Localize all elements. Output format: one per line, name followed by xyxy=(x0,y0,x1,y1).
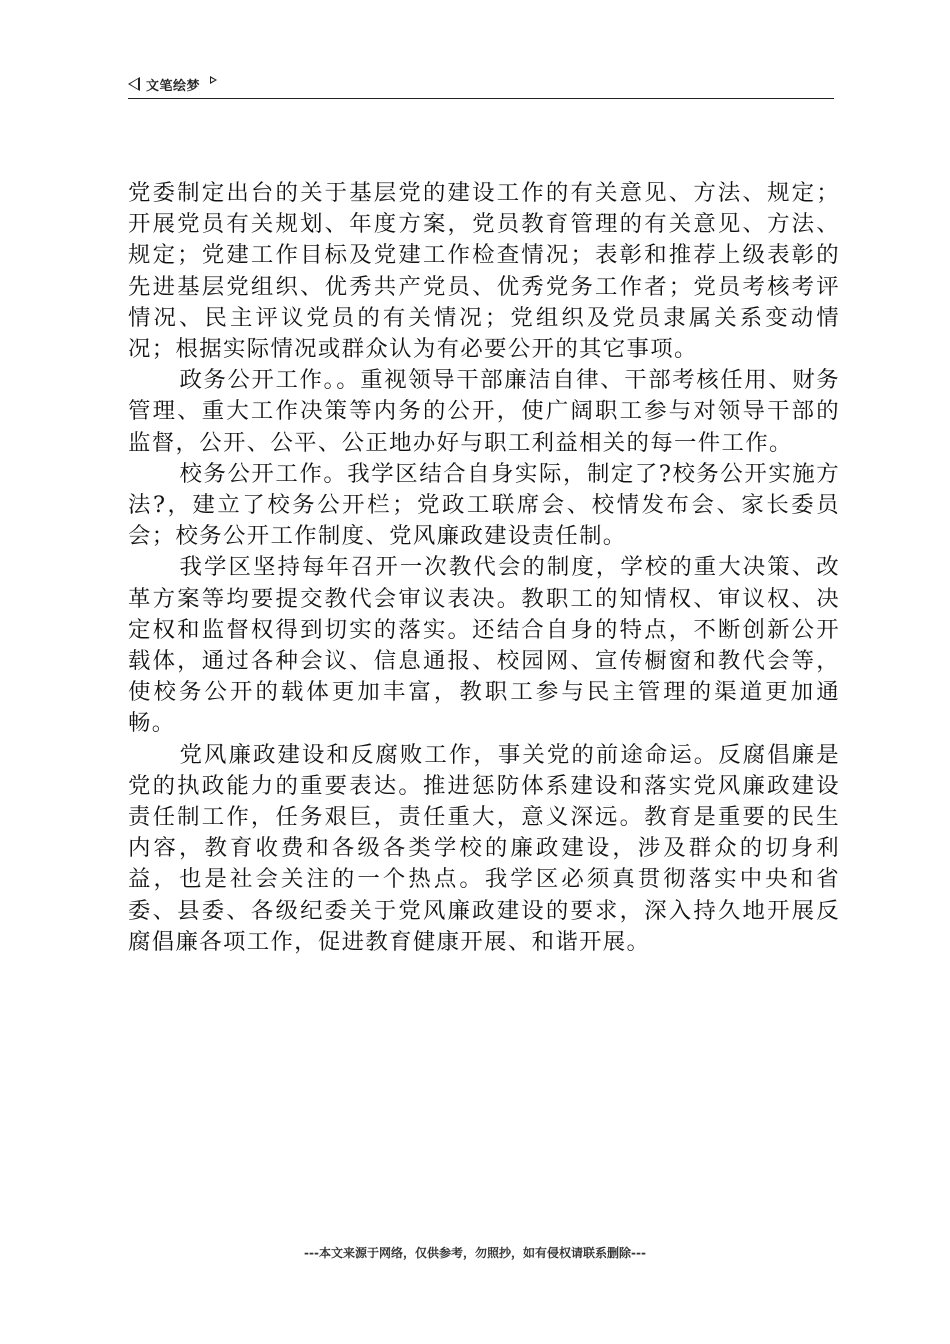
paragraph-5: 党风廉政建设和反腐败工作，事关党的前途命运。反腐倡廉是党的执政能力的重要表达。推进惩防体系建设和落实党风廉政建设责任制工作，任务艰巨，责任重大，意义深远。教育是重要的民生内容，教育收费和各级各类学校的廉政建设，涉及群众的切身利益，也是社会关注的一个热点。我学区必须真贯彻落实中央和省委、县委、各级纪委关于党风廉政建设的要求，深入持久地开展反腐倡廉各项工作，促进教育健康开展、和谐开展。 xyxy=(128,741,840,955)
paragraph-3: 校务公开工作。我学区结合自身实际，制定了?校务公开实施方法?，建立了校务公开栏；党政工联席会、校情发布会、家长委员会；校务公开工作制度、党风廉政建设责任制。 xyxy=(128,460,840,550)
triangle-left-outline-icon xyxy=(128,77,140,91)
paragraph-4: 我学区坚持每年召开一次教代会的制度，学校的重大决策、改革方案等均要提交教代会审议表决。教职工的知情权、审议权、决定权和监督权得到切实的落实。还结合自身的特点，不断创新公开载体，通过各种会议、信息通报、校园网、宣传橱窗和教代会等，使校务公开的载体更加丰富，教职工参与民主管理的渠道更加通畅。 xyxy=(128,554,840,737)
header-brand xyxy=(128,74,217,94)
page-header xyxy=(128,74,834,99)
paragraph-2: 政务公开工作。。重视领导干部廉洁自律、干部考核任用、财务管理、重大工作决策等内务的公开，使广阔职工参与对领导干部的监督，公开、公平、公正地办好与职工利益相关的每一件工作。 xyxy=(128,367,840,456)
paragraph-1: 党委制定出台的关于基层党的建设工作的有关意见、方法、规定；开展党员有关规划、年度方案，党员教育管理的有关意见、方法、规定；党建工作目标及党建工作检查情况；表彰和推荐上级表彰的先进基层党组织、优秀共产党员、优秀党务工作者；党员考核考评情况、民主评议党员的有关情况；党组织及党员隶属关系变动情况；根据实际情况或群众认为有必要公开的其它事项。 xyxy=(128,180,840,363)
triangle-right-outline-icon xyxy=(210,76,217,84)
header-title: 文笔绘梦 xyxy=(146,78,201,94)
page-footer-disclaimer: ---本文来源于网络，仅供参考，勿照抄，如有侵权请联系删除--- xyxy=(304,1246,646,1260)
document-body xyxy=(128,178,840,958)
